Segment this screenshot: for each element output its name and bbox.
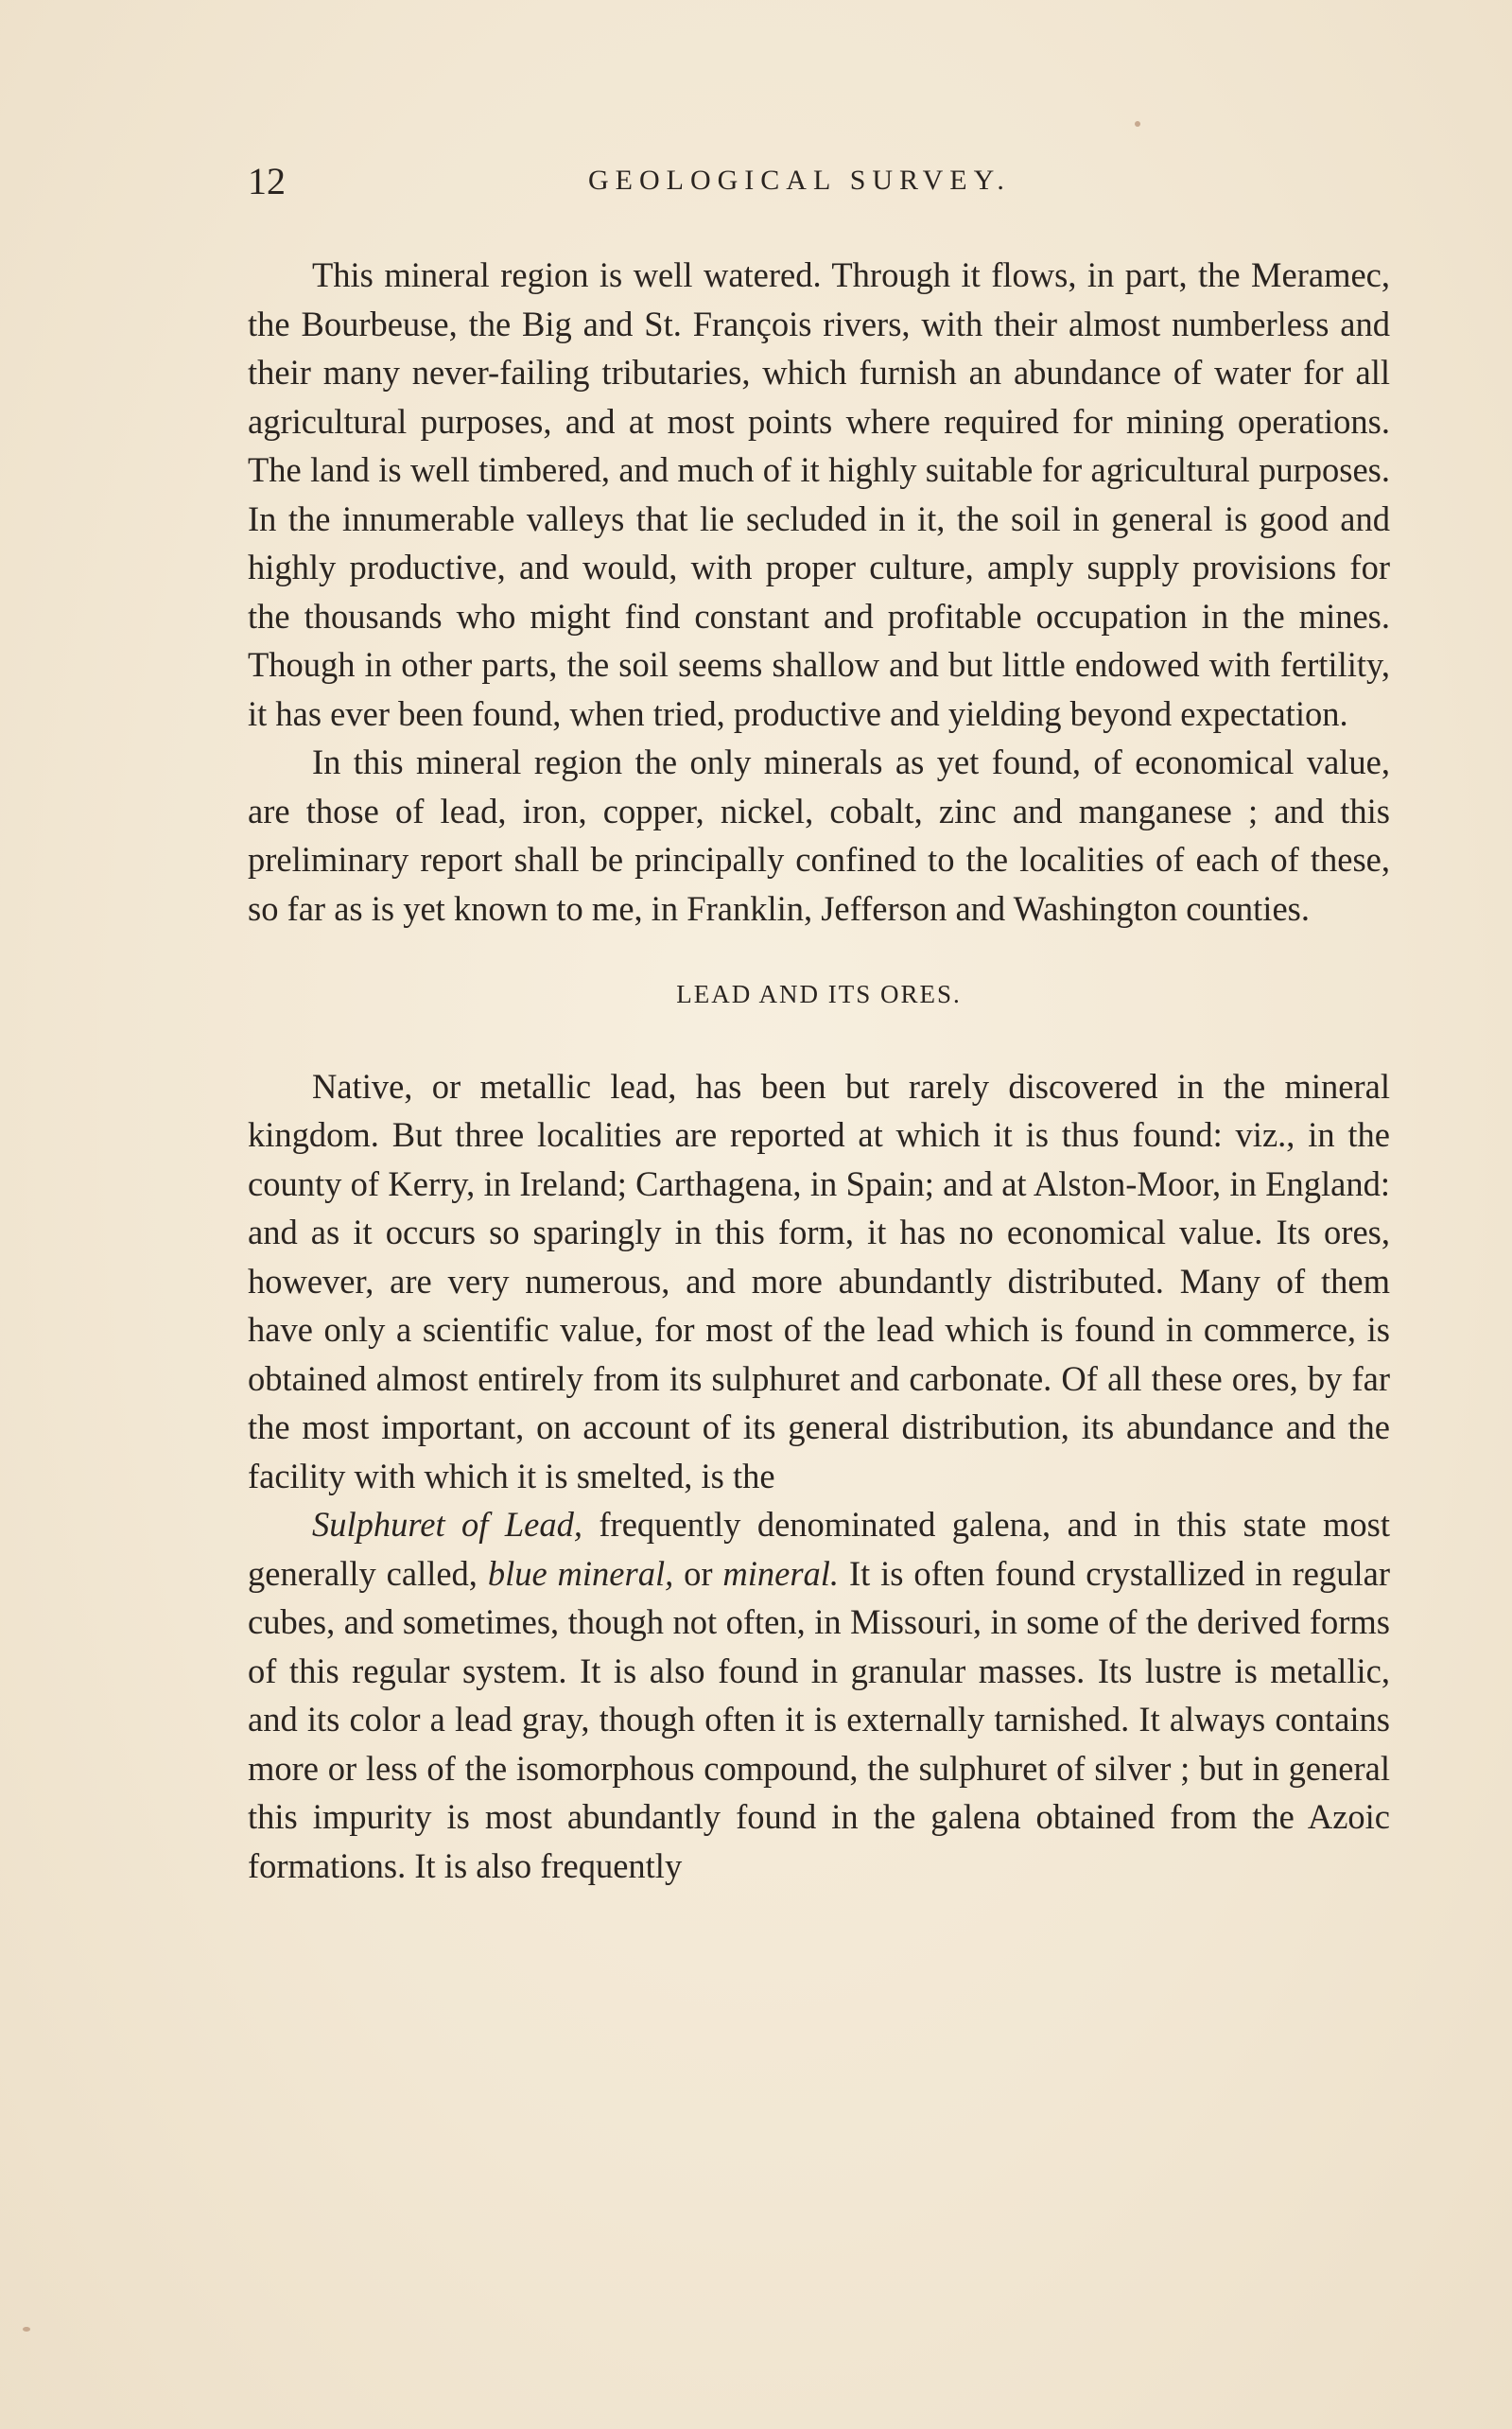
paragraph — [248, 1500, 1390, 1890]
running-head: GEOLOGICAL SURVEY. — [588, 165, 1011, 196]
italic-term: blue mineral, — [487, 1553, 674, 1593]
paragraph-text: frequently denominated galena, and in this state most generally called, — [248, 1505, 1390, 1593]
paragraph-text: or — [673, 1553, 723, 1593]
ink-speck — [23, 2327, 30, 2332]
paragraph: This mineral region is well watered. Through it flows, in part, the Meramec, the Bourbeuse, the Big and St. François rivers, with their almost numberless and their many never-failing tributaries, which furnish an abundance of water for all agricultural purposes, and at most points where required for mining operations. The land is well timbered, and much of it highly suitable for agricultural purposes. In the innumerable valleys that lie secluded in it, the soil in general is good and highly productive, and would, with proper culture, amply supply provisions for the thousands who might find constant and profitable occupation in the mines. Though in other parts, the soil seems shallow and but little endowed with fertility, it has ever been found, when tried, productive and yielding beyond expectation. — [248, 255, 1390, 733]
page-header — [248, 159, 1382, 202]
paragraph: Native, or metallic lead, has been but rarely discovered in the mineral kingdom. But three localities are reported at which it is thus found: viz., in the county of Kerry, in Ireland; Carthagena, in Spain; and at Alston-Moor, in England: and as it occurs so sparingly in this form, it has no economical value. Its ores, however, are very numerous, and more abundantly distributed. Many of them have only a scientific value, for most of the lead which is found in commerce, is obtained almost entirely from its sulphuret and carbonate. Of all these ores, by far the most important, on account of its general distribution, its abundance and the facility with which it is smelted, is the — [248, 1066, 1390, 1495]
italic-term: Sulphuret of Lead, — [312, 1505, 582, 1544]
paragraph-text: It is often found crystallized in regular cubes, and sometimes, though not often, in Missouri, in some of the derived forms of this regular system. It is also found in granular masses. Its lustre is metallic, and its color a lead gray, though often it is externally tarnished. It always contains more or less of the isomorphous compound, the sulphuret of silver ; but in general this impurity is most abundantly found in the galena obtained from the Azoic formations. It is also frequently — [248, 1553, 1391, 1885]
body-text — [248, 251, 1390, 1890]
paragraph: In this mineral region the only minerals as yet found, of economical value, are those of lead, iron, copper, nickel, cobalt, zinc and manganese ; and this preliminary report shall be principally confined to the localities of each of these, so far as is yet known to me, in Franklin, Jefferson and Washington counties. — [248, 743, 1390, 928]
section-heading: LEAD AND ITS ORES. — [676, 980, 962, 1008]
ink-speck — [1135, 121, 1140, 127]
page-number: 12 — [248, 160, 286, 202]
italic-term: mineral. — [722, 1553, 840, 1593]
